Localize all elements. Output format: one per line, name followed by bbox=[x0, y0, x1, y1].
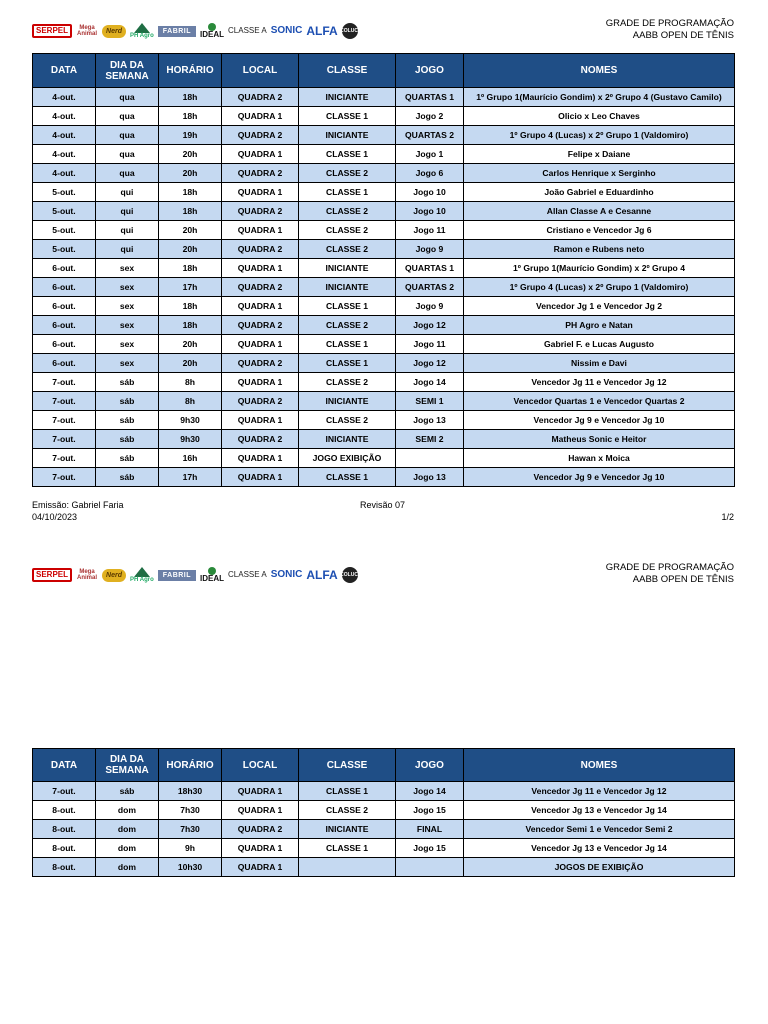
table-row bbox=[33, 430, 735, 449]
cell-data: 4-out. bbox=[33, 164, 96, 183]
col-dia-da-semana: DIA DA SEMANA bbox=[96, 749, 159, 782]
cell-jogo: Jogo 2 bbox=[396, 107, 464, 126]
cell-jogo: Jogo 12 bbox=[396, 316, 464, 335]
cell-nomes: Vencedor Jg 13 e Vencedor Jg 14 bbox=[464, 801, 735, 820]
cell-local: QUADRA 1 bbox=[222, 259, 299, 278]
cell-local: QUADRA 1 bbox=[222, 801, 299, 820]
col-dia-da-semana: DIA DA SEMANA bbox=[96, 54, 159, 88]
cell-nomes: JOGOS DE EXIBIÇÃO bbox=[464, 858, 735, 877]
cell-horario: 8h bbox=[159, 392, 222, 411]
cell-local: QUADRA 2 bbox=[222, 88, 299, 107]
cell-dia: dom bbox=[96, 801, 159, 820]
cell-horario: 16h bbox=[159, 449, 222, 468]
cell-jogo: FINAL bbox=[396, 820, 464, 839]
cell-horario: 18h bbox=[159, 297, 222, 316]
cell-jogo: Jogo 10 bbox=[396, 202, 464, 221]
cell-local: QUADRA 1 bbox=[222, 183, 299, 202]
cell-jogo bbox=[396, 449, 464, 468]
nerd-logo: Nerd bbox=[102, 569, 126, 582]
cell-jogo: Jogo 12 bbox=[396, 354, 464, 373]
cell-local: QUADRA 1 bbox=[222, 297, 299, 316]
cell-data: 7-out. bbox=[33, 449, 96, 468]
cell-nomes: Vencedor Semi 1 e Vencedor Semi 2 bbox=[464, 820, 735, 839]
table-header-row bbox=[33, 749, 735, 782]
cell-horario: 20h bbox=[159, 221, 222, 240]
cell-classe: CLASSE 1 bbox=[299, 183, 396, 202]
doc-title-line1: GRADE DE PROGRAMAÇÃO bbox=[605, 18, 734, 29]
cell-dia: sex bbox=[96, 259, 159, 278]
cell-local: QUADRA 1 bbox=[222, 373, 299, 392]
cell-horario: 18h bbox=[159, 202, 222, 221]
cell-classe bbox=[299, 858, 396, 877]
cell-jogo: Jogo 14 bbox=[396, 373, 464, 392]
col-classe: CLASSE bbox=[299, 749, 396, 782]
cell-nomes: Vencedor Jg 1 e Vencedor Jg 2 bbox=[464, 297, 735, 316]
cell-horario: 9h bbox=[159, 839, 222, 858]
table-row bbox=[33, 801, 735, 820]
cell-data: 5-out. bbox=[33, 221, 96, 240]
coluci-logo: COLUCI bbox=[342, 567, 358, 583]
document-header bbox=[606, 562, 734, 586]
col-local: LOCAL bbox=[222, 54, 299, 88]
cell-horario: 18h bbox=[159, 107, 222, 126]
cell-data: 7-out. bbox=[33, 782, 96, 801]
cell-dia: sáb bbox=[96, 782, 159, 801]
cell-dia: sáb bbox=[96, 468, 159, 487]
cell-jogo: Jogo 1 bbox=[396, 145, 464, 164]
col-horario: HORÁRIO bbox=[159, 749, 222, 782]
serpel-logo: SERPEL bbox=[32, 568, 72, 582]
footer-emissao bbox=[32, 499, 124, 523]
cell-nomes: Carlos Henrique x Serginho bbox=[464, 164, 735, 183]
table-row bbox=[33, 88, 735, 107]
cell-local: QUADRA 1 bbox=[222, 335, 299, 354]
cell-jogo: QUARTAS 1 bbox=[396, 88, 464, 107]
cell-data: 6-out. bbox=[33, 297, 96, 316]
table-row bbox=[33, 183, 735, 202]
cell-classe: CLASSE 2 bbox=[299, 801, 396, 820]
cell-jogo: SEMI 1 bbox=[396, 392, 464, 411]
cell-nomes: Matheus Sonic e Heitor bbox=[464, 430, 735, 449]
table-row bbox=[33, 278, 735, 297]
cell-data: 8-out. bbox=[33, 820, 96, 839]
cell-data: 7-out. bbox=[33, 411, 96, 430]
cell-local: QUADRA 2 bbox=[222, 430, 299, 449]
cell-data: 6-out. bbox=[33, 354, 96, 373]
classe-a-logo: CLASSE A bbox=[228, 570, 267, 579]
document-header bbox=[606, 18, 734, 42]
cell-classe: CLASSE 2 bbox=[299, 411, 396, 430]
cell-dia: dom bbox=[96, 858, 159, 877]
alfa-logo: ALFA bbox=[306, 568, 338, 582]
cell-dia: qui bbox=[96, 240, 159, 259]
cell-local: QUADRA 2 bbox=[222, 126, 299, 145]
cell-local: QUADRA 1 bbox=[222, 858, 299, 877]
cell-jogo: Jogo 15 bbox=[396, 839, 464, 858]
cell-jogo: Jogo 15 bbox=[396, 801, 464, 820]
table-row bbox=[33, 858, 735, 877]
col-jogo: JOGO bbox=[396, 54, 464, 88]
cell-nomes: Cristiano e Vencedor Jg 6 bbox=[464, 221, 735, 240]
cell-dia: sáb bbox=[96, 373, 159, 392]
cell-horario: 10h30 bbox=[159, 858, 222, 877]
cell-horario: 7h30 bbox=[159, 801, 222, 820]
cell-classe: CLASSE 2 bbox=[299, 164, 396, 183]
cell-data: 7-out. bbox=[33, 430, 96, 449]
cell-dia: qua bbox=[96, 107, 159, 126]
coluci-logo: COLUCI bbox=[342, 23, 358, 39]
cell-classe: CLASSE 1 bbox=[299, 839, 396, 858]
cell-nomes: Vencedor Jg 13 e Vencedor Jg 14 bbox=[464, 839, 735, 858]
cell-nomes: Gabriel F. e Lucas Augusto bbox=[464, 335, 735, 354]
cell-dia: sáb bbox=[96, 449, 159, 468]
cell-local: QUADRA 1 bbox=[222, 839, 299, 858]
cell-local: QUADRA 2 bbox=[222, 240, 299, 259]
table-row bbox=[33, 782, 735, 801]
cell-horario: 18h bbox=[159, 316, 222, 335]
table-body bbox=[33, 782, 735, 877]
cell-local: QUADRA 2 bbox=[222, 354, 299, 373]
cell-local: QUADRA 2 bbox=[222, 392, 299, 411]
table-header-row bbox=[33, 54, 735, 88]
cell-dia: qui bbox=[96, 221, 159, 240]
cell-jogo: Jogo 13 bbox=[396, 411, 464, 430]
schedule-table-1 bbox=[32, 53, 735, 487]
col-jogo: JOGO bbox=[396, 749, 464, 782]
cell-nomes: Vencedor Quartas 1 e Vencedor Quartas 2 bbox=[464, 392, 735, 411]
cell-nomes: Vencedor Jg 9 e Vencedor Jg 10 bbox=[464, 468, 735, 487]
cell-horario: 20h bbox=[159, 164, 222, 183]
table-row bbox=[33, 221, 735, 240]
cell-classe: INICIANTE bbox=[299, 278, 396, 297]
cell-classe: INICIANTE bbox=[299, 392, 396, 411]
col-classe: CLASSE bbox=[299, 54, 396, 88]
cell-classe: CLASSE 1 bbox=[299, 782, 396, 801]
table-row bbox=[33, 316, 735, 335]
emissao-author: Emissão: Gabriel Faria bbox=[32, 500, 124, 510]
table-row bbox=[33, 202, 735, 221]
cell-classe: JOGO EXIBIÇÃO bbox=[299, 449, 396, 468]
cell-jogo: QUARTAS 2 bbox=[396, 126, 464, 145]
table-row bbox=[33, 449, 735, 468]
col-nomes: NOMES bbox=[464, 54, 735, 88]
table-row bbox=[33, 259, 735, 278]
cell-local: QUADRA 1 bbox=[222, 411, 299, 430]
cell-data: 6-out. bbox=[33, 259, 96, 278]
classe-a-logo: CLASSE A bbox=[228, 26, 267, 35]
cell-jogo: Jogo 6 bbox=[396, 164, 464, 183]
fabril-logo: FABRIL bbox=[158, 570, 196, 581]
cell-dia: sáb bbox=[96, 430, 159, 449]
table-row bbox=[33, 411, 735, 430]
cell-data: 5-out. bbox=[33, 202, 96, 221]
cell-horario: 20h bbox=[159, 145, 222, 164]
cell-classe: INICIANTE bbox=[299, 820, 396, 839]
table-row bbox=[33, 354, 735, 373]
cell-dia: qua bbox=[96, 145, 159, 164]
cell-local: QUADRA 1 bbox=[222, 107, 299, 126]
cell-local: QUADRA 2 bbox=[222, 278, 299, 297]
cell-nomes: 1º Grupo 1(Maurício Gondim) x 2º Grupo 4 (Gustavo Camilo) bbox=[464, 88, 735, 107]
table-body bbox=[33, 88, 735, 487]
cell-data: 6-out. bbox=[33, 316, 96, 335]
triangle-icon bbox=[134, 567, 150, 577]
cell-data: 4-out. bbox=[33, 88, 96, 107]
cell-horario: 20h bbox=[159, 354, 222, 373]
table-row bbox=[33, 392, 735, 411]
page-number: 1/2 bbox=[721, 512, 734, 522]
col-nomes: NOMES bbox=[464, 749, 735, 782]
cell-horario: 18h bbox=[159, 259, 222, 278]
table-row bbox=[33, 297, 735, 316]
cell-jogo: Jogo 11 bbox=[396, 221, 464, 240]
cell-classe: CLASSE 1 bbox=[299, 107, 396, 126]
cell-horario: 18h bbox=[159, 183, 222, 202]
cell-classe: CLASSE 2 bbox=[299, 373, 396, 392]
cell-classe: INICIANTE bbox=[299, 88, 396, 107]
cell-jogo: Jogo 10 bbox=[396, 183, 464, 202]
cell-local: QUADRA 1 bbox=[222, 782, 299, 801]
serpel-logo: SERPEL bbox=[32, 24, 72, 38]
cell-jogo: Jogo 14 bbox=[396, 782, 464, 801]
table-row bbox=[33, 107, 735, 126]
ideal-logo: IDEAL bbox=[200, 567, 224, 583]
cell-data: 4-out. bbox=[33, 145, 96, 164]
cell-jogo: Jogo 13 bbox=[396, 468, 464, 487]
doc-title-line2: AABB OPEN DE TÊNIS bbox=[632, 574, 734, 585]
table-row bbox=[33, 164, 735, 183]
cell-classe: CLASSE 2 bbox=[299, 240, 396, 259]
cell-jogo: QUARTAS 1 bbox=[396, 259, 464, 278]
cell-classe: CLASSE 1 bbox=[299, 354, 396, 373]
cell-nomes: 1º Grupo 4 (Lucas) x 2º Grupo 1 (Valdomiro) bbox=[464, 278, 735, 297]
cell-dia: qua bbox=[96, 126, 159, 145]
cell-nomes: 1º Grupo 4 (Lucas) x 2º Grupo 1 (Valdomiro) bbox=[464, 126, 735, 145]
sponsor-logos bbox=[32, 560, 358, 590]
alfa-logo: ALFA bbox=[306, 24, 338, 38]
cell-nomes: Olicio x Leo Chaves bbox=[464, 107, 735, 126]
schedule-table-2 bbox=[32, 748, 735, 877]
cell-local: QUADRA 1 bbox=[222, 449, 299, 468]
cell-data: 7-out. bbox=[33, 373, 96, 392]
cell-horario: 20h bbox=[159, 335, 222, 354]
cell-horario: 9h30 bbox=[159, 411, 222, 430]
ph-agro-logo: PH Agro bbox=[130, 23, 154, 39]
col-data: DATA bbox=[33, 54, 96, 88]
cell-nomes: Nissim e Davi bbox=[464, 354, 735, 373]
cell-dia: qui bbox=[96, 183, 159, 202]
cell-data: 6-out. bbox=[33, 278, 96, 297]
cell-dia: sex bbox=[96, 335, 159, 354]
doc-title-line1: GRADE DE PROGRAMAÇÃO bbox=[605, 562, 734, 573]
cell-data: 8-out. bbox=[33, 801, 96, 820]
cell-nomes: Ramon e Rubens neto bbox=[464, 240, 735, 259]
cell-dia: sex bbox=[96, 278, 159, 297]
cell-dia: qua bbox=[96, 164, 159, 183]
triangle-icon bbox=[134, 23, 150, 33]
cell-classe: CLASSE 2 bbox=[299, 202, 396, 221]
sonic-logo: SONIC bbox=[270, 569, 303, 580]
cell-classe: INICIANTE bbox=[299, 259, 396, 278]
cell-local: QUADRA 2 bbox=[222, 202, 299, 221]
doc-title-line2: AABB OPEN DE TÊNIS bbox=[632, 30, 734, 41]
table-row bbox=[33, 839, 735, 858]
cell-horario: 9h30 bbox=[159, 430, 222, 449]
cell-data: 8-out. bbox=[33, 839, 96, 858]
cell-jogo: SEMI 2 bbox=[396, 430, 464, 449]
sponsor-logos bbox=[32, 16, 358, 46]
cell-classe: INICIANTE bbox=[299, 126, 396, 145]
cell-nomes: Hawan x Moica bbox=[464, 449, 735, 468]
cell-data: 4-out. bbox=[33, 126, 96, 145]
nerd-logo: Nerd bbox=[102, 25, 126, 38]
table-row bbox=[33, 145, 735, 164]
table-row bbox=[33, 468, 735, 487]
fabril-logo: FABRIL bbox=[158, 26, 196, 37]
cell-horario: 17h bbox=[159, 468, 222, 487]
cell-jogo bbox=[396, 858, 464, 877]
cell-horario: 20h bbox=[159, 240, 222, 259]
sonic-logo: SONIC bbox=[270, 25, 303, 36]
cell-jogo: Jogo 9 bbox=[396, 297, 464, 316]
cell-local: QUADRA 2 bbox=[222, 164, 299, 183]
cell-data: 4-out. bbox=[33, 107, 96, 126]
col-horario: HORÁRIO bbox=[159, 54, 222, 88]
cell-data: 7-out. bbox=[33, 392, 96, 411]
cell-data: 5-out. bbox=[33, 183, 96, 202]
cell-data: 7-out. bbox=[33, 468, 96, 487]
revision: Revisão 07 bbox=[360, 500, 406, 510]
table-row bbox=[33, 335, 735, 354]
cell-classe: CLASSE 2 bbox=[299, 316, 396, 335]
cell-nomes: 1º Grupo 1(Maurício Gondim) x 2º Grupo 4 bbox=[464, 259, 735, 278]
cell-jogo: QUARTAS 2 bbox=[396, 278, 464, 297]
cell-jogo: Jogo 11 bbox=[396, 335, 464, 354]
cell-data: 8-out. bbox=[33, 858, 96, 877]
cell-dia: sex bbox=[96, 297, 159, 316]
cell-nomes: Vencedor Jg 11 e Vencedor Jg 12 bbox=[464, 782, 735, 801]
cell-local: QUADRA 1 bbox=[222, 468, 299, 487]
cell-dia: sex bbox=[96, 316, 159, 335]
table-row bbox=[33, 820, 735, 839]
cell-nomes: Felipe x Daiane bbox=[464, 145, 735, 164]
cell-nomes: Allan Classe A e Cesanne bbox=[464, 202, 735, 221]
cell-nomes: Vencedor Jg 9 e Vencedor Jg 10 bbox=[464, 411, 735, 430]
cell-classe: CLASSE 1 bbox=[299, 297, 396, 316]
cell-dia: sáb bbox=[96, 411, 159, 430]
cell-data: 6-out. bbox=[33, 335, 96, 354]
mega-animal-logo: Mega Animal bbox=[77, 569, 98, 581]
cell-classe: INICIANTE bbox=[299, 430, 396, 449]
cell-nomes: PH Agro e Natan bbox=[464, 316, 735, 335]
col-data: DATA bbox=[33, 749, 96, 782]
cell-local: QUADRA 1 bbox=[222, 145, 299, 164]
cell-dia: sex bbox=[96, 354, 159, 373]
cell-horario: 18h30 bbox=[159, 782, 222, 801]
ph-agro-logo: PH Agro bbox=[130, 567, 154, 583]
cell-horario: 19h bbox=[159, 126, 222, 145]
cell-dia: qua bbox=[96, 88, 159, 107]
cell-classe: CLASSE 1 bbox=[299, 145, 396, 164]
emissao-date: 04/10/2023 bbox=[32, 512, 78, 522]
cell-nomes: João Gabriel e Eduardinho bbox=[464, 183, 735, 202]
table-row bbox=[33, 240, 735, 259]
cell-dia: dom bbox=[96, 820, 159, 839]
cell-dia: sáb bbox=[96, 392, 159, 411]
cell-horario: 7h30 bbox=[159, 820, 222, 839]
cell-data: 5-out. bbox=[33, 240, 96, 259]
cell-horario: 17h bbox=[159, 278, 222, 297]
ideal-logo: IDEAL bbox=[200, 23, 224, 39]
cell-classe: CLASSE 1 bbox=[299, 468, 396, 487]
cell-dia: dom bbox=[96, 839, 159, 858]
table-row bbox=[33, 373, 735, 392]
cell-horario: 8h bbox=[159, 373, 222, 392]
cell-jogo: Jogo 9 bbox=[396, 240, 464, 259]
cell-horario: 18h bbox=[159, 88, 222, 107]
cell-local: QUADRA 2 bbox=[222, 820, 299, 839]
cell-nomes: Vencedor Jg 11 e Vencedor Jg 12 bbox=[464, 373, 735, 392]
cell-dia: qui bbox=[96, 202, 159, 221]
cell-local: QUADRA 1 bbox=[222, 221, 299, 240]
mega-animal-logo: Mega Animal bbox=[77, 25, 98, 37]
col-local: LOCAL bbox=[222, 749, 299, 782]
cell-classe: CLASSE 2 bbox=[299, 221, 396, 240]
table-row bbox=[33, 126, 735, 145]
cell-classe: CLASSE 1 bbox=[299, 335, 396, 354]
cell-local: QUADRA 2 bbox=[222, 316, 299, 335]
